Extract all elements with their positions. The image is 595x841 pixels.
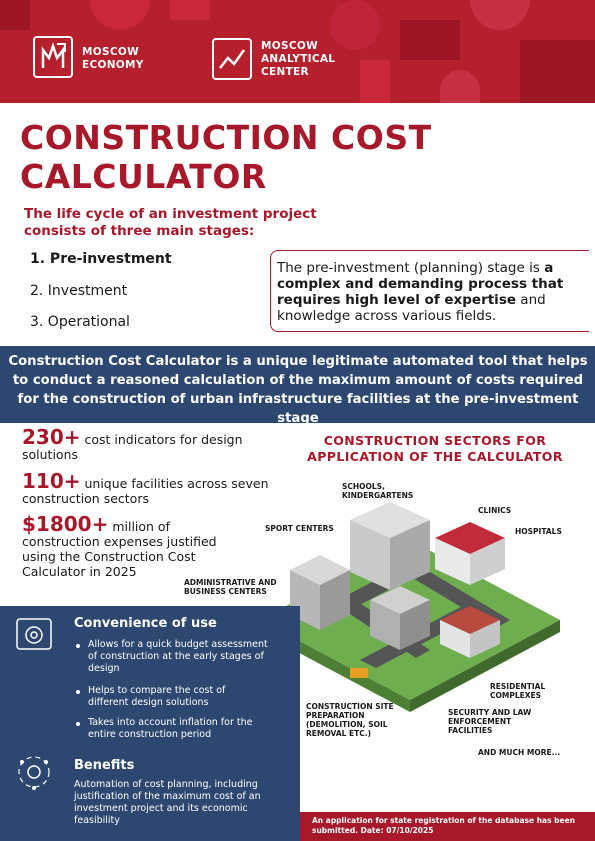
header-band	[0, 0, 595, 103]
page-title: CONSTRUCTION COST CALCULATOR	[20, 118, 432, 196]
header-pattern	[470, 0, 530, 30]
convenience-item: Helps to compare the cost of different design solutions	[88, 685, 226, 708]
moscow-economy-logo-text: MOSCOW ECONOMY	[82, 46, 144, 71]
features-panel	[0, 606, 300, 841]
header-pattern	[330, 0, 380, 50]
stage-item: 3. Operational	[30, 314, 130, 330]
lifecycle-heading: The life cycle of an investment project consists of three main stages:	[24, 206, 317, 239]
header-pattern	[360, 60, 390, 103]
stat-item: 110+ unique facilities across seven construction sectors	[22, 469, 269, 506]
sector-label-site: CONSTRUCTION SITE PREPARATION (DEMOLITION, SOIL REMOVAL ETC.)	[306, 702, 394, 738]
analytical-center-logo-text: MOSCOW ANALYTICAL CENTER	[261, 40, 336, 78]
sector-label-residential: RESIDENTIAL COMPLEXES	[490, 682, 546, 700]
header-pattern	[170, 0, 210, 20]
header-pattern	[0, 0, 30, 30]
banner-text: Construction Cost Calculator is a unique legitimate automated tool that helps to conduct a reasoned calculation of the maximum amount of costs required for the construction of urban infrastructure facilities at the pre-investment stage	[8, 354, 588, 426]
sector-label-admin: ADMINISTRATIVE AND BUSINESS CENTERS	[184, 578, 277, 596]
stage-item: 1. Pre-investment	[30, 251, 172, 267]
benefits-text: Automation of cost planning, including justification of the maximum cost of an investment project and its economic feasibility	[74, 779, 261, 826]
sector-label-security: SECURITY AND LAW ENFORCEMENT FACILITIES	[448, 708, 532, 735]
stat-item: 230+ cost indicators for design solutions	[22, 425, 243, 462]
excavator	[350, 668, 368, 678]
convenience-item: Allows for a quick budget assessment of construction at the early stages of design	[88, 639, 268, 674]
header-pattern	[400, 20, 460, 60]
convenience-item: Takes into account inflation for the entire construction period	[88, 717, 253, 740]
sector-label-sport: SPORT CENTERS	[265, 524, 334, 533]
sector-label-hospitals: HOSPITALS	[515, 527, 562, 536]
bullet-dot	[76, 644, 80, 648]
bullet-dot	[76, 690, 80, 694]
sectors-title: CONSTRUCTION SECTORS FOR APPLICATION OF THE CALCULATOR	[307, 433, 563, 464]
sector-label-clinics: CLINICS	[478, 506, 512, 515]
benefits-heading: Benefits	[74, 758, 135, 773]
bullet-dot	[76, 722, 80, 726]
network-icon	[14, 752, 54, 792]
header-pattern	[520, 40, 595, 103]
sector-label-schools: SCHOOLS, KINDERGARTENS	[342, 482, 414, 500]
footnote-text: An application for state registration of the database has been submitted. Date: 07/10/2025	[312, 816, 576, 835]
analytical-center-logo-icon	[212, 38, 252, 80]
header-pattern	[440, 70, 480, 103]
callout-text: The pre-investment (planning) stage is a complex and demanding process that requires high level of expertise and knowledge across various fields.	[277, 260, 564, 324]
stage-item: 2. Investment	[30, 283, 128, 299]
convenience-heading: Convenience of use	[74, 616, 217, 631]
stat-item: $1800+ million of construction expenses justified using the Construction Cost Calculator in 2025	[22, 512, 217, 579]
header-pattern	[90, 0, 150, 30]
sector-label-more: AND MUCH MORE...	[478, 748, 561, 757]
moscow-economy-logo-icon	[33, 36, 73, 78]
gear-icon	[14, 616, 54, 656]
